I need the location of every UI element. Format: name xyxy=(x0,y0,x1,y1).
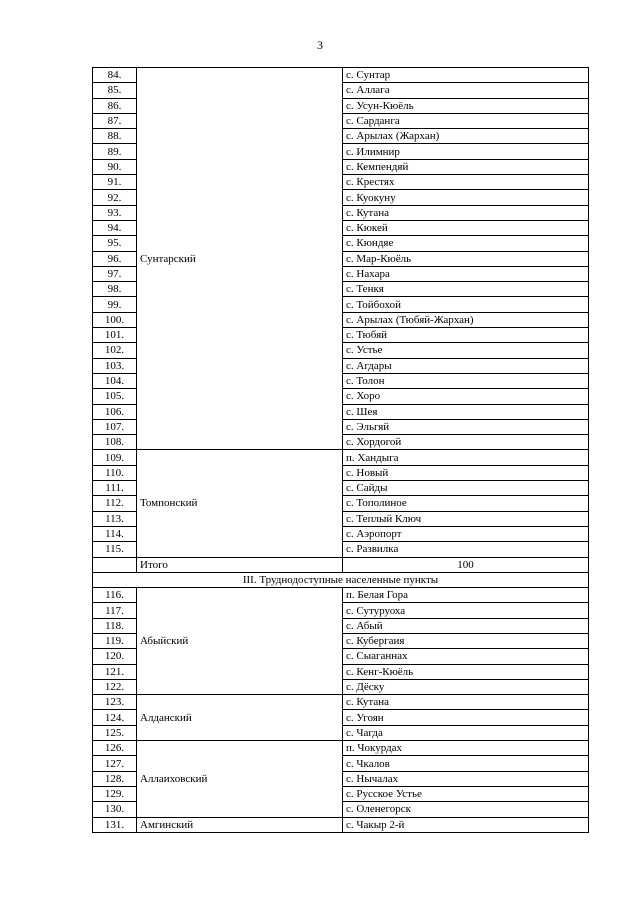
settlement-name: с. Развилка xyxy=(343,542,589,557)
settlement-name: с. Аэропорт xyxy=(343,526,589,541)
row-number: 106. xyxy=(93,404,137,419)
table-row xyxy=(93,817,589,832)
row-number: 90. xyxy=(93,159,137,174)
row-number: 88. xyxy=(93,129,137,144)
row-number: 124. xyxy=(93,710,137,725)
total-empty-cell xyxy=(93,557,137,572)
row-number: 122. xyxy=(93,679,137,694)
settlement-name: с. Эльгяй xyxy=(343,419,589,434)
settlement-name: с. Тенкя xyxy=(343,282,589,297)
settlement-name: с. Илимнир xyxy=(343,144,589,159)
row-number: 86. xyxy=(93,98,137,113)
settlement-name: с. Сутуруоха xyxy=(343,603,589,618)
row-number: 103. xyxy=(93,358,137,373)
settlement-name: с. Чкалов xyxy=(343,756,589,771)
row-number: 89. xyxy=(93,144,137,159)
settlement-name: с. Нахара xyxy=(343,266,589,281)
row-number: 113. xyxy=(93,511,137,526)
row-number: 114. xyxy=(93,526,137,541)
row-number: 102. xyxy=(93,343,137,358)
district-name: Томпонский xyxy=(137,450,343,557)
row-number: 121. xyxy=(93,664,137,679)
total-row xyxy=(93,557,589,572)
table-row xyxy=(93,695,589,710)
row-number: 116. xyxy=(93,588,137,603)
settlement-name: с. Угоян xyxy=(343,710,589,725)
table-row xyxy=(93,588,589,603)
row-number: 112. xyxy=(93,496,137,511)
row-number: 105. xyxy=(93,389,137,404)
row-number: 126. xyxy=(93,741,137,756)
district-name: Абыйский xyxy=(137,588,343,695)
table-row xyxy=(93,741,589,756)
settlement-name: с. Аллага xyxy=(343,83,589,98)
row-number: 117. xyxy=(93,603,137,618)
table-body-part2 xyxy=(93,588,589,833)
total-label: Итого xyxy=(137,557,343,572)
settlement-name: п. Белая Гора xyxy=(343,588,589,603)
settlement-name: с. Тополиное xyxy=(343,496,589,511)
settlement-name: с. Арылах (Жархан) xyxy=(343,129,589,144)
row-number: 120. xyxy=(93,649,137,664)
row-number: 111. xyxy=(93,481,137,496)
row-number: 115. xyxy=(93,542,137,557)
row-number: 100. xyxy=(93,312,137,327)
settlement-name: с. Хоро xyxy=(343,389,589,404)
settlements-table xyxy=(92,67,589,833)
section-title: III. Труднодоступные населенные пункты xyxy=(93,572,589,587)
row-number: 110. xyxy=(93,465,137,480)
row-number: 123. xyxy=(93,695,137,710)
row-number: 125. xyxy=(93,725,137,740)
row-number: 98. xyxy=(93,282,137,297)
settlement-name: с. Чагда xyxy=(343,725,589,740)
settlement-name: с. Сайды xyxy=(343,481,589,496)
settlement-name: с. Кубергаия xyxy=(343,633,589,648)
settlement-name: п. Хандыга xyxy=(343,450,589,465)
settlement-name: с. Кюндяе xyxy=(343,236,589,251)
row-number: 95. xyxy=(93,236,137,251)
row-number: 118. xyxy=(93,618,137,633)
settlement-name: с. Сунтар xyxy=(343,68,589,83)
total-value: 100 xyxy=(343,557,589,572)
settlement-name: с. Агдары xyxy=(343,358,589,373)
settlement-name: с. Куокуну xyxy=(343,190,589,205)
settlement-name: с. Кутана xyxy=(343,205,589,220)
settlement-name: с. Абый xyxy=(343,618,589,633)
settlement-name: с. Нычалах xyxy=(343,771,589,786)
row-number: 87. xyxy=(93,113,137,128)
settlement-name: с. Тойбохой xyxy=(343,297,589,312)
district-name: Алданский xyxy=(137,695,343,741)
settlement-name: с. Чакыр 2-й xyxy=(343,817,589,832)
settlement-name: с. Кенг-Кюёль xyxy=(343,664,589,679)
row-number: 107. xyxy=(93,419,137,434)
settlement-name: с. Кутана xyxy=(343,695,589,710)
row-number: 108. xyxy=(93,435,137,450)
row-number: 130. xyxy=(93,802,137,817)
table-body-part1 xyxy=(93,68,589,558)
row-number: 92. xyxy=(93,190,137,205)
row-number: 128. xyxy=(93,771,137,786)
district-name: Амгинский xyxy=(137,817,343,832)
row-number: 99. xyxy=(93,297,137,312)
table-row xyxy=(93,68,589,83)
row-number: 127. xyxy=(93,756,137,771)
table-row xyxy=(93,450,589,465)
settlement-name: с. Теплый Ключ xyxy=(343,511,589,526)
row-number: 93. xyxy=(93,205,137,220)
row-number: 97. xyxy=(93,266,137,281)
settlement-name: с. Хордогой xyxy=(343,435,589,450)
section-header-row xyxy=(93,572,589,587)
settlement-name: с. Устье xyxy=(343,343,589,358)
row-number: 129. xyxy=(93,786,137,801)
settlement-name: с. Шея xyxy=(343,404,589,419)
row-number: 131. xyxy=(93,817,137,832)
row-number: 84. xyxy=(93,68,137,83)
settlement-name: с. Арылах (Тюбяй-Жархан) xyxy=(343,312,589,327)
settlement-name: с. Оленегорск xyxy=(343,802,589,817)
settlement-name: с. Мар-Кюёль xyxy=(343,251,589,266)
settlement-name: с. Толон xyxy=(343,373,589,388)
settlement-name: с. Дёску xyxy=(343,679,589,694)
district-name: Аллаиховский xyxy=(137,741,343,817)
row-number: 96. xyxy=(93,251,137,266)
settlement-name: с. Усун-Кюёль xyxy=(343,98,589,113)
settlement-name: с. Сарданга xyxy=(343,113,589,128)
row-number: 119. xyxy=(93,633,137,648)
settlement-name: с. Тюбяй xyxy=(343,328,589,343)
settlement-name: с. Новый xyxy=(343,465,589,480)
row-number: 101. xyxy=(93,328,137,343)
district-name: Сунтарский xyxy=(137,68,343,450)
settlement-name: с. Русское Устье xyxy=(343,786,589,801)
row-number: 85. xyxy=(93,83,137,98)
row-number: 91. xyxy=(93,175,137,190)
settlement-name: с. Крестях xyxy=(343,175,589,190)
row-number: 104. xyxy=(93,373,137,388)
row-number: 94. xyxy=(93,220,137,235)
row-number: 109. xyxy=(93,450,137,465)
settlement-name: с. Кюкей xyxy=(343,220,589,235)
settlement-name: с. Сыаганнах xyxy=(343,649,589,664)
settlement-name: с. Кемпендяй xyxy=(343,159,589,174)
settlement-name: п. Чокурдах xyxy=(343,741,589,756)
table-total-section xyxy=(93,557,589,588)
page-number: 3 xyxy=(317,38,323,52)
